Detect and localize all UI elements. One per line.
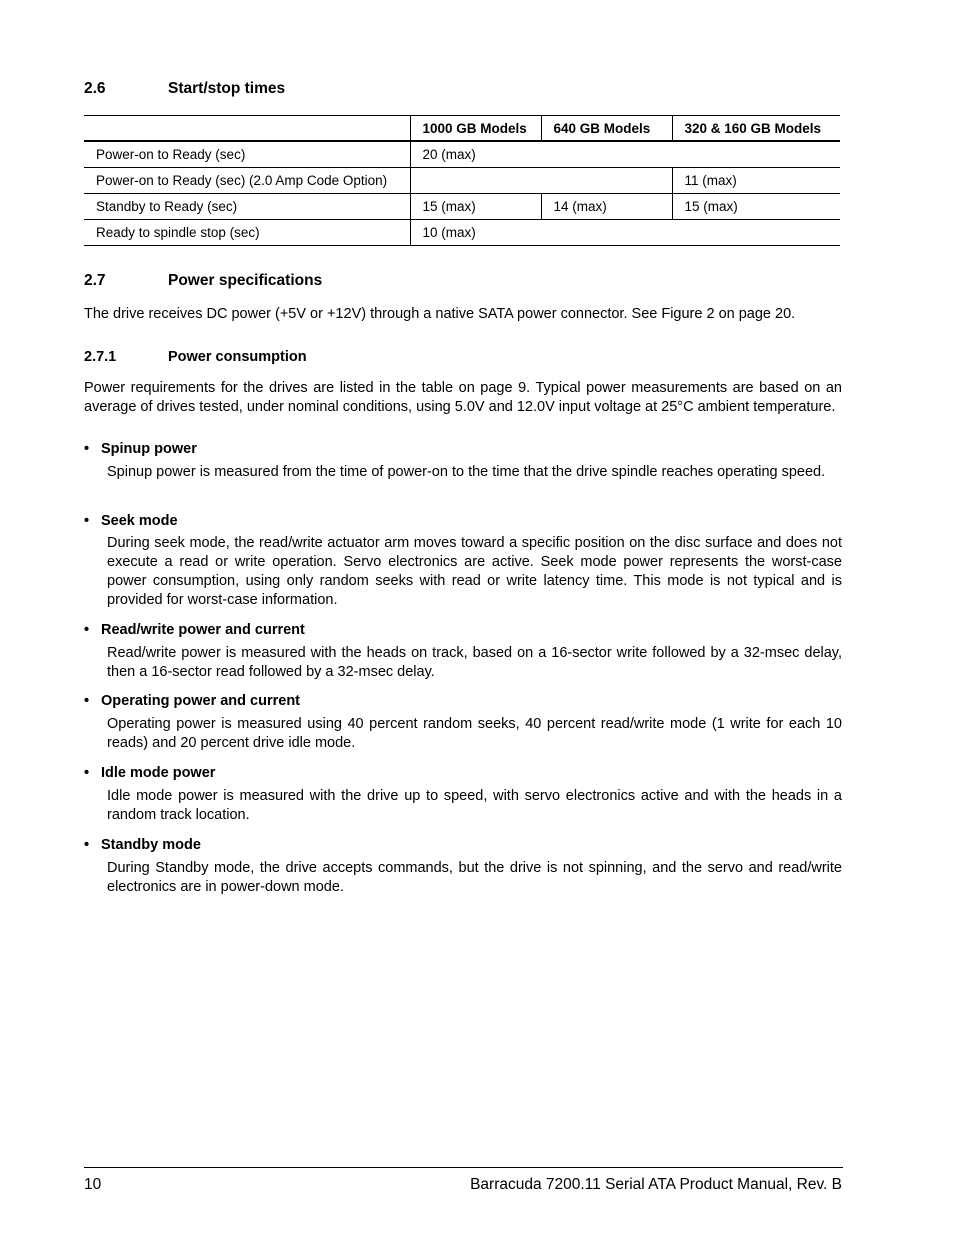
- start-stop-times-table: [84, 115, 840, 246]
- table-row: [84, 141, 840, 168]
- table-header-row: [84, 116, 840, 142]
- bullet-body: During seek mode, the read/write actuator arm moves toward a specific position on the disc surface and does not execute a read or write operation. Servo electronics are active. Seek mode power represents the worst-case power consumption, using only random seeks with read or write latency time. This mode is not typical and is provided for worst-case information.: [107, 535, 842, 608]
- table-cell: [410, 168, 672, 194]
- row-label: Power-on to Ready (sec) (2.0 Amp Code Option): [84, 168, 410, 194]
- bullet-body: Idle mode power is measured with the drive up to speed, with servo electronics active and with the heads in a random track location.: [107, 788, 842, 823]
- bullet-glyph: •: [84, 837, 90, 853]
- section-2-7-1-heading: [84, 349, 307, 365]
- bullet-title: [84, 693, 300, 709]
- bullet-body: During Standby mode, the drive accepts commands, but the drive is not spinning, and the servo and read/write electronics are in power-down mode.: [107, 860, 842, 895]
- bullet-glyph: •: [84, 513, 90, 529]
- section-2-6-heading: [84, 80, 285, 98]
- document-title: Barracuda 7200.11 Serial ATA Product Manual, Rev. B: [470, 1176, 842, 1193]
- section-number: 2.6: [84, 80, 106, 97]
- bullet-title-text: Idle mode power: [101, 765, 216, 781]
- table-cell: 11 (max): [672, 168, 840, 194]
- bullet-title: [84, 441, 197, 457]
- section-number: 2.7: [84, 272, 106, 289]
- page-number: 10: [84, 1176, 102, 1193]
- bullet-glyph: •: [84, 765, 90, 781]
- section-number: 2.7.1: [84, 349, 117, 365]
- bullet-body: Read/write power is measured with the heads on track, based on a 16-sector write followed by a 32-msec delay, then a 16-sector read followed by a 32-msec delay.: [107, 645, 842, 680]
- table-cell: 14 (max): [541, 194, 672, 220]
- bullet-glyph: •: [84, 693, 90, 709]
- bullet-title: [84, 513, 178, 529]
- table-cell: 20 (max): [410, 141, 840, 168]
- table-header-cell: 320 & 160 GB Models: [672, 116, 840, 142]
- bullet-title: [84, 837, 201, 853]
- table-header-cell: 640 GB Models: [541, 116, 672, 142]
- row-label: Ready to spindle stop (sec): [84, 220, 410, 246]
- bullet-glyph: •: [84, 622, 90, 638]
- section-2-7-body: The drive receives DC power (+5V or +12V) through a native SATA power connector. See Figure 2 on page 20.: [84, 306, 796, 322]
- bullet-title-text: Spinup power: [101, 441, 197, 457]
- section-2-7-1-body: Power requirements for the drives are listed in the table on page 9. Typical power measurements are based on an average of drives tested, under nominal conditions, using 5.0V and 12.0V input voltage at 25°C ambient temperature.: [84, 380, 842, 415]
- bullet-title-text: Operating power and current: [101, 693, 300, 709]
- bullet-title-text: Standby mode: [101, 837, 201, 853]
- bullet-title: [84, 765, 215, 781]
- bullet-title-text: Read/write power and current: [101, 622, 305, 638]
- section-title: Power specifications: [168, 272, 323, 289]
- table-cell: 15 (max): [410, 194, 541, 220]
- row-label: Standby to Ready (sec): [84, 194, 410, 220]
- table-header-cell: 1000 GB Models: [410, 116, 541, 142]
- bullet-title: [84, 622, 305, 638]
- table-row: [84, 194, 840, 220]
- bullet-glyph: •: [84, 441, 90, 457]
- table-row: [84, 220, 840, 246]
- section-title: Power consumption: [168, 349, 307, 365]
- table-cell: 15 (max): [672, 194, 840, 220]
- table-header-cell: [84, 116, 410, 142]
- bullet-title-text: Seek mode: [101, 513, 178, 529]
- bullet-body: Operating power is measured using 40 percent random seeks, 40 percent read/write mode (1 write for each 10 reads) and 20 percent drive idle mode.: [107, 716, 842, 751]
- footer-rule: [84, 1167, 843, 1168]
- section-title: Start/stop times: [168, 80, 286, 97]
- bullet-body: Spinup power is measured from the time of power-on to the time that the drive spindle reaches operating speed.: [107, 464, 826, 480]
- section-2-7-heading: [84, 272, 322, 290]
- table-cell: 10 (max): [410, 220, 840, 246]
- table-row: [84, 168, 840, 194]
- row-label: Power-on to Ready (sec): [84, 141, 410, 168]
